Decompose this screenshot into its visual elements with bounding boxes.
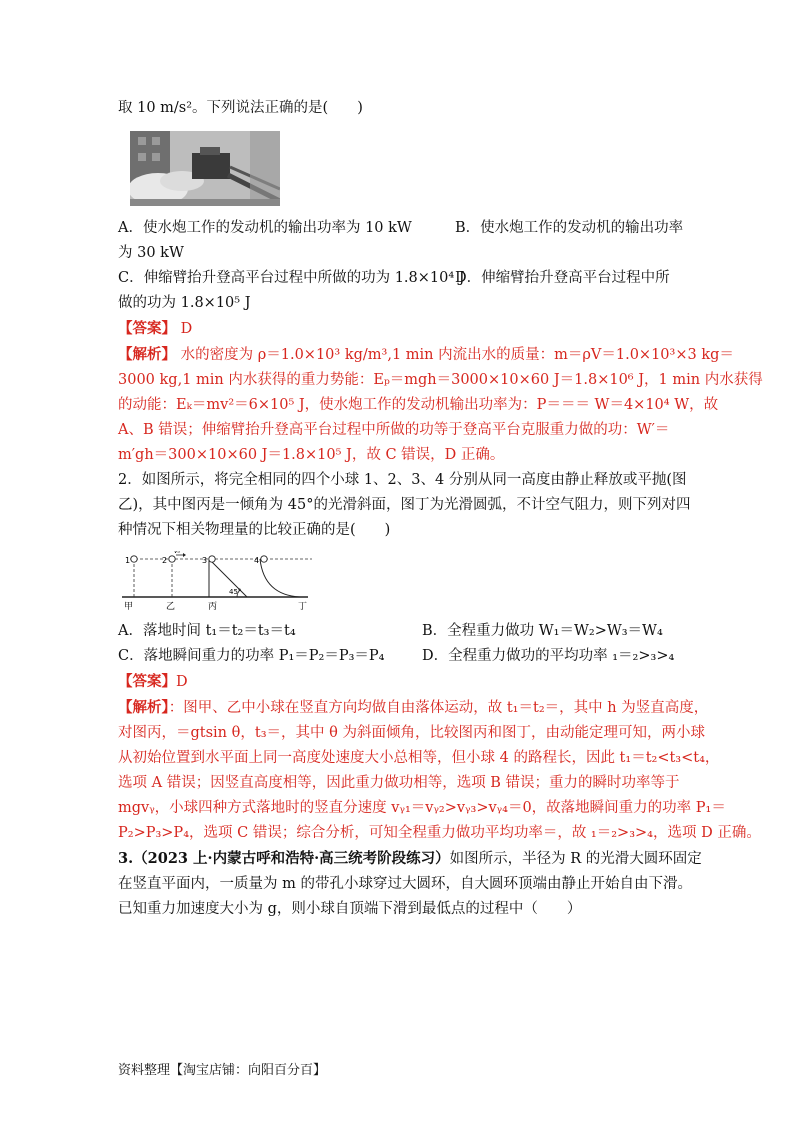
q2-answer-value: D: [176, 674, 188, 690]
ball-label-3: 3: [202, 556, 208, 565]
v0-label: v₀: [174, 551, 180, 555]
q1-option-b-cont: 为 30 kW: [118, 245, 184, 261]
q1-option-d-cont: 做的功为 1.8×10⁵ J: [118, 295, 251, 311]
q2-diagram: [122, 551, 688, 615]
q2-answer: [118, 669, 688, 695]
arc-track: [260, 559, 300, 597]
q2-analysis-line-4: mgvᵧ，小球四种方式落地时的竖直分速度 vᵧ₁＝vᵧ₂>vᵧ₃>vᵧ₄＝0，故落地瞬间重力的功率 P₁＝: [118, 800, 726, 816]
angle-label: 45°: [229, 588, 242, 596]
q1-analysis-line-3: A、B 错误；伸缩臂抬升登高平台过程中所做的功等于登高平台克服重力做的功：W′＝: [118, 422, 670, 438]
fire-truck-image: [130, 131, 280, 206]
q1-options-row-2: [118, 266, 688, 291]
q1-option-c[interactable]: C．伸缩臂抬升登高平台过程中所做的功为 1.8×10⁴ J: [118, 270, 465, 286]
ball-label-1: 1: [125, 556, 131, 565]
q1-analysis-label: 【解析】: [118, 346, 176, 363]
q2-analysis-text-0: ：图甲、乙中小球在竖直方向均做自由落体运动，故 t₁＝t₂＝，其中 h 为竖直高度，: [168, 700, 709, 716]
q2-answer-label: 【答案】: [118, 673, 176, 690]
q2-option-d[interactable]: D．全程重力做功的平均功率 ₁＝₂>₃>₄: [422, 648, 675, 664]
q1-analysis-line-0: [118, 342, 734, 368]
ball-label-4: 4: [254, 556, 260, 565]
q2-option-b[interactable]: B．全程重力做功 W₁＝W₂>W₃＝W₄: [422, 623, 663, 639]
q2-stem-line-2: 种情况下相关物理量的比较正确的是( ): [118, 522, 391, 538]
ground-label-yi: 乙: [166, 602, 176, 611]
page-footer: 资料整理【淘宝店铺：向阳百分百】: [118, 1063, 327, 1078]
ball-3: [209, 556, 215, 562]
ball-1: [131, 556, 137, 562]
q1-answer-label: 【答案】: [118, 320, 176, 337]
q2-option-c[interactable]: C．落地瞬间重力的功率 P₁＝P₂＝P₃＝P₄: [118, 648, 385, 664]
q1-options-row-1: [118, 216, 688, 241]
ball-label-2: 2: [162, 556, 168, 565]
q2-analysis-label: 【解析】: [118, 699, 169, 716]
q1-intro: 取 10 m/s²。下列说法正确的是( ): [118, 100, 363, 116]
q2-options-row-1: [118, 619, 688, 644]
q1-analysis-line-4: m′gh＝300×10×60 J＝1.8×10⁵ J，故 C 错误，D 正确。: [118, 447, 505, 463]
q1-option-b[interactable]: B．使水炮工作的发动机的输出功率: [455, 220, 684, 236]
q2-option-a[interactable]: A．落地时间 t₁＝t₂＝t₃＝t₄: [118, 623, 296, 639]
q1-analysis-line-1: 3000 kg,1 min 内水获得的重力势能：Eₚ＝mgh＝3000×10×60 J＝1.8×10⁶ J，1 min 内水获得: [118, 372, 763, 388]
q3-source: （2023 上·内蒙古呼和浩特·高三统考阶段练习）: [133, 850, 450, 867]
ball-2: [169, 556, 175, 562]
q1-option-d[interactable]: D．伸缩臂抬升登高平台过程中所: [455, 270, 670, 286]
q3-stem-line-1: 在竖直平面内，一质量为 m 的带孔小球穿过大圆环，自大圆环顶端由静止开始自由下滑。: [118, 876, 692, 892]
q2-stem-line-1: 乙)，其中图丙是一倾角为 45°的光滑斜面，图丁为光滑圆弧，不计空气阻力，则下列对四: [118, 497, 691, 513]
q1-analysis-text-0: 水的密度为 ρ＝1.0×10³ kg/m³,1 min 内流出水的质量：m＝ρV＝1.0×10³×3 kg＝: [180, 347, 734, 363]
q2-analysis-line-1: 对图丙，＝gtsin θ，t₃＝，其中 θ 为斜面倾角，比较图丙和图丁，由动能定理可知，两小球: [118, 725, 705, 741]
q2-stem-line-0: 2．如图所示，将完全相同的四个小球 1、2、3、4 分别从同一高度由静止释放或平抛(图: [118, 472, 687, 488]
ground-label-jia: 甲: [124, 602, 134, 611]
ground-label-ding: 丁: [298, 602, 308, 611]
fire-truck-photo: [130, 131, 280, 206]
question-content: [118, 96, 763, 922]
q1-option-a[interactable]: A．使水炮工作的发动机的输出功率为 10 kW: [118, 220, 412, 236]
q3-stem-line-0: [118, 846, 702, 872]
q2-analysis-line-2: 从初始位置到水平面上同一高度处速度大小总相等，但小球 4 的路程长，因此 t₁＝t₂<t₃<t₄，: [118, 750, 720, 766]
ground-label-bing: 丙: [208, 602, 218, 611]
q3-stem-line-2: 已知重力加速度大小为 g，则小球自顶端下滑到最低点的过程中（ ）: [118, 901, 582, 917]
q2-diagram-svg: [122, 551, 322, 611]
ball-4: [261, 556, 267, 562]
q2-analysis-line-5: P₂>P₃>P₄，选项 C 错误；综合分析，可知全程重力做功平均功率＝，故 ₁＝₂>₃>₄，选项 D 正确。: [118, 825, 761, 841]
q2-analysis-line-3: 选项 A 错误；因竖直高度相等，因此重力做功相等，选项 B 错误；重力的瞬时功率等于: [118, 775, 680, 791]
q3-number: 3.: [118, 850, 134, 867]
q2-analysis-line-0: [118, 695, 709, 721]
q1-answer: [118, 316, 688, 342]
q3-stem-first: 如图所示，半径为 R 的光滑大圆环固定: [449, 851, 702, 867]
q1-answer-value: D: [180, 321, 193, 337]
q1-analysis-line-2: 的动能：Eₖ＝mv²＝6×10⁵ J，使水炮工作的发动机输出功率为：P＝＝＝ W＝4×10⁴ W，故: [118, 397, 719, 413]
q2-options-row-2: [118, 644, 688, 669]
